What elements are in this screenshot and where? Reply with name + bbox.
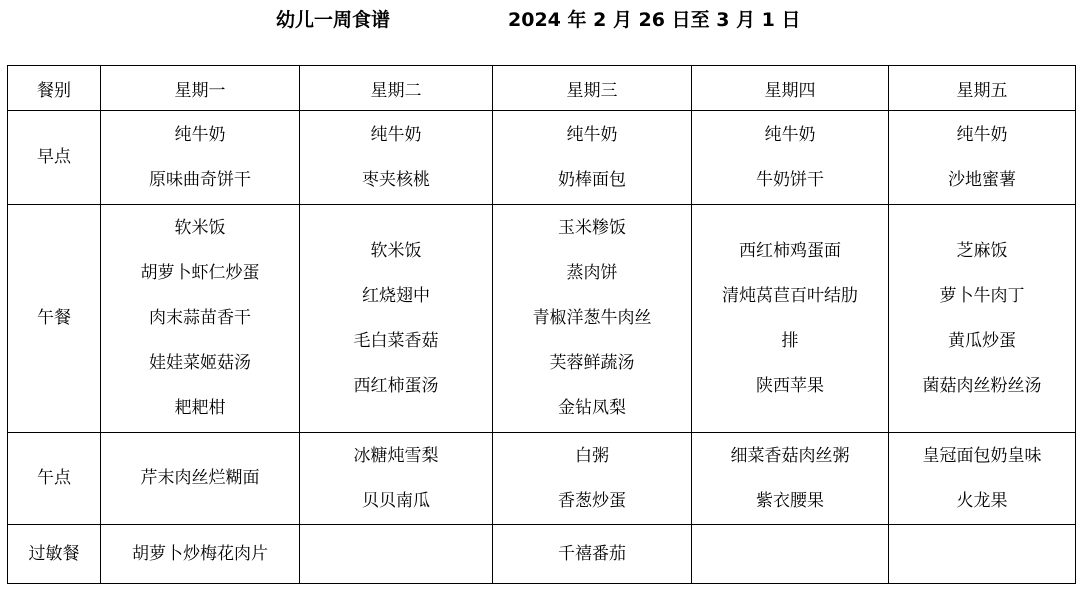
day-header-wednesday: 星期三 [493, 66, 692, 111]
meal-label-text: 早点 [37, 147, 71, 167]
menu-item: 陕西苹果 [756, 375, 824, 396]
menu-cell-friday [889, 433, 1076, 525]
menu-item: 纯牛奶 [956, 124, 1008, 145]
page-header [0, 6, 1080, 34]
menu-item: 白粥 [575, 445, 609, 466]
menu-item: 清炖莴苣百叶结肋 [722, 285, 858, 306]
menu-cell-thursday [692, 525, 889, 584]
menu-cell-wednesday [493, 433, 692, 525]
menu-cell-monday [101, 433, 300, 525]
menu-item: 芹末肉丝烂糊面 [140, 468, 260, 488]
menu-item: 金钻凤梨 [558, 398, 626, 418]
meal-label-text: 午餐 [37, 308, 71, 328]
menu-item: 西红柿蛋汤 [353, 375, 439, 396]
menu-cell-wednesday [493, 205, 692, 433]
meal-label-text: 过敏餐 [28, 543, 80, 564]
menu-cell-thursday [692, 205, 889, 433]
menu-item: 耙耙柑 [174, 398, 226, 418]
day-header-tuesday: 星期二 [300, 66, 493, 111]
menu-item: 火龙果 [956, 490, 1008, 511]
menu-item: 纯牛奶 [566, 124, 618, 145]
menu-item: 纯牛奶 [764, 124, 816, 145]
menu-item: 贝贝南瓜 [362, 490, 430, 511]
menu-item: 牛奶饼干 [756, 169, 824, 190]
menu-item: 紫衣腰果 [756, 490, 824, 511]
menu-cell-monday [101, 525, 300, 584]
table-row [8, 111, 1076, 205]
menu-item: 奶棒面包 [558, 169, 626, 190]
menu-item: 纯牛奶 [370, 124, 422, 145]
menu-cell-tuesday [300, 525, 493, 584]
meal-label [8, 205, 101, 433]
menu-item: 香葱炒蛋 [558, 490, 626, 511]
menu-item: 黄瓜炒蛋 [948, 330, 1016, 351]
meal-label [8, 111, 101, 205]
menu-item: 软米饭 [370, 240, 422, 261]
menu-item: 肉末蒜苗香干 [149, 308, 251, 328]
day-header-thursday: 星期四 [692, 66, 889, 111]
menu-item: 芙蓉鲜蔬汤 [549, 353, 635, 373]
menu-cell-tuesday [300, 433, 493, 525]
menu-item: 枣夹核桃 [362, 169, 430, 190]
meal-type-header: 餐别 [8, 66, 101, 111]
menu-item: 红烧翅中 [362, 285, 430, 306]
menu-cell-tuesday [300, 111, 493, 205]
menu-cell-monday [101, 111, 300, 205]
menu-item: 原味曲奇饼干 [149, 169, 251, 190]
menu-item: 皇冠面包奶皇味 [922, 445, 1042, 466]
meal-label-text: 午点 [37, 468, 71, 488]
day-header-friday: 星期五 [889, 66, 1076, 111]
page-title: 幼儿一周食谱 [276, 9, 391, 31]
meal-label [8, 525, 101, 584]
menu-item: 纯牛奶 [174, 124, 226, 145]
menu-item: 西红柿鸡蛋面 [739, 240, 841, 261]
menu-cell-friday [889, 111, 1076, 205]
menu-item: 排 [781, 330, 799, 351]
menu-item: 胡萝卜虾仁炒蛋 [140, 263, 260, 283]
menu-cell-monday [101, 205, 300, 433]
menu-item: 菌菇肉丝粉丝汤 [922, 375, 1042, 396]
menu-cell-friday [889, 525, 1076, 584]
menu-cell-thursday [692, 433, 889, 525]
menu-item: 玉米糁饭 [558, 218, 626, 238]
table-header-row [8, 66, 1076, 111]
table-row [8, 205, 1076, 433]
date-range: 2024 年 2 月 26 日至 3 月 1 日 [508, 9, 801, 31]
menu-cell-wednesday [493, 525, 692, 584]
menu-item: 芝麻饭 [956, 240, 1008, 261]
menu-item: 毛白菜香菇 [353, 330, 439, 351]
menu-cell-thursday [692, 111, 889, 205]
table-row [8, 525, 1076, 584]
menu-item: 青椒洋葱牛肉丝 [532, 308, 652, 328]
menu-item: 千禧番茄 [558, 543, 626, 564]
menu-item: 冰糖炖雪梨 [353, 445, 439, 466]
menu-item: 胡萝卜炒梅花肉片 [132, 543, 268, 564]
menu-cell-tuesday [300, 205, 493, 433]
menu-cell-friday [889, 205, 1076, 433]
menu-item: 软米饭 [174, 218, 226, 238]
menu-item: 萝卜牛肉丁 [939, 285, 1025, 306]
menu-item: 沙地蜜薯 [948, 169, 1016, 190]
meal-label [8, 433, 101, 525]
menu-item: 蒸肉饼 [566, 263, 618, 283]
menu-cell-wednesday [493, 111, 692, 205]
table-row [8, 433, 1076, 525]
weekly-menu-table [7, 65, 1076, 584]
day-header-monday: 星期一 [101, 66, 300, 111]
menu-item: 娃娃菜姬菇汤 [149, 353, 251, 373]
menu-item: 细菜香菇肉丝粥 [730, 445, 850, 466]
